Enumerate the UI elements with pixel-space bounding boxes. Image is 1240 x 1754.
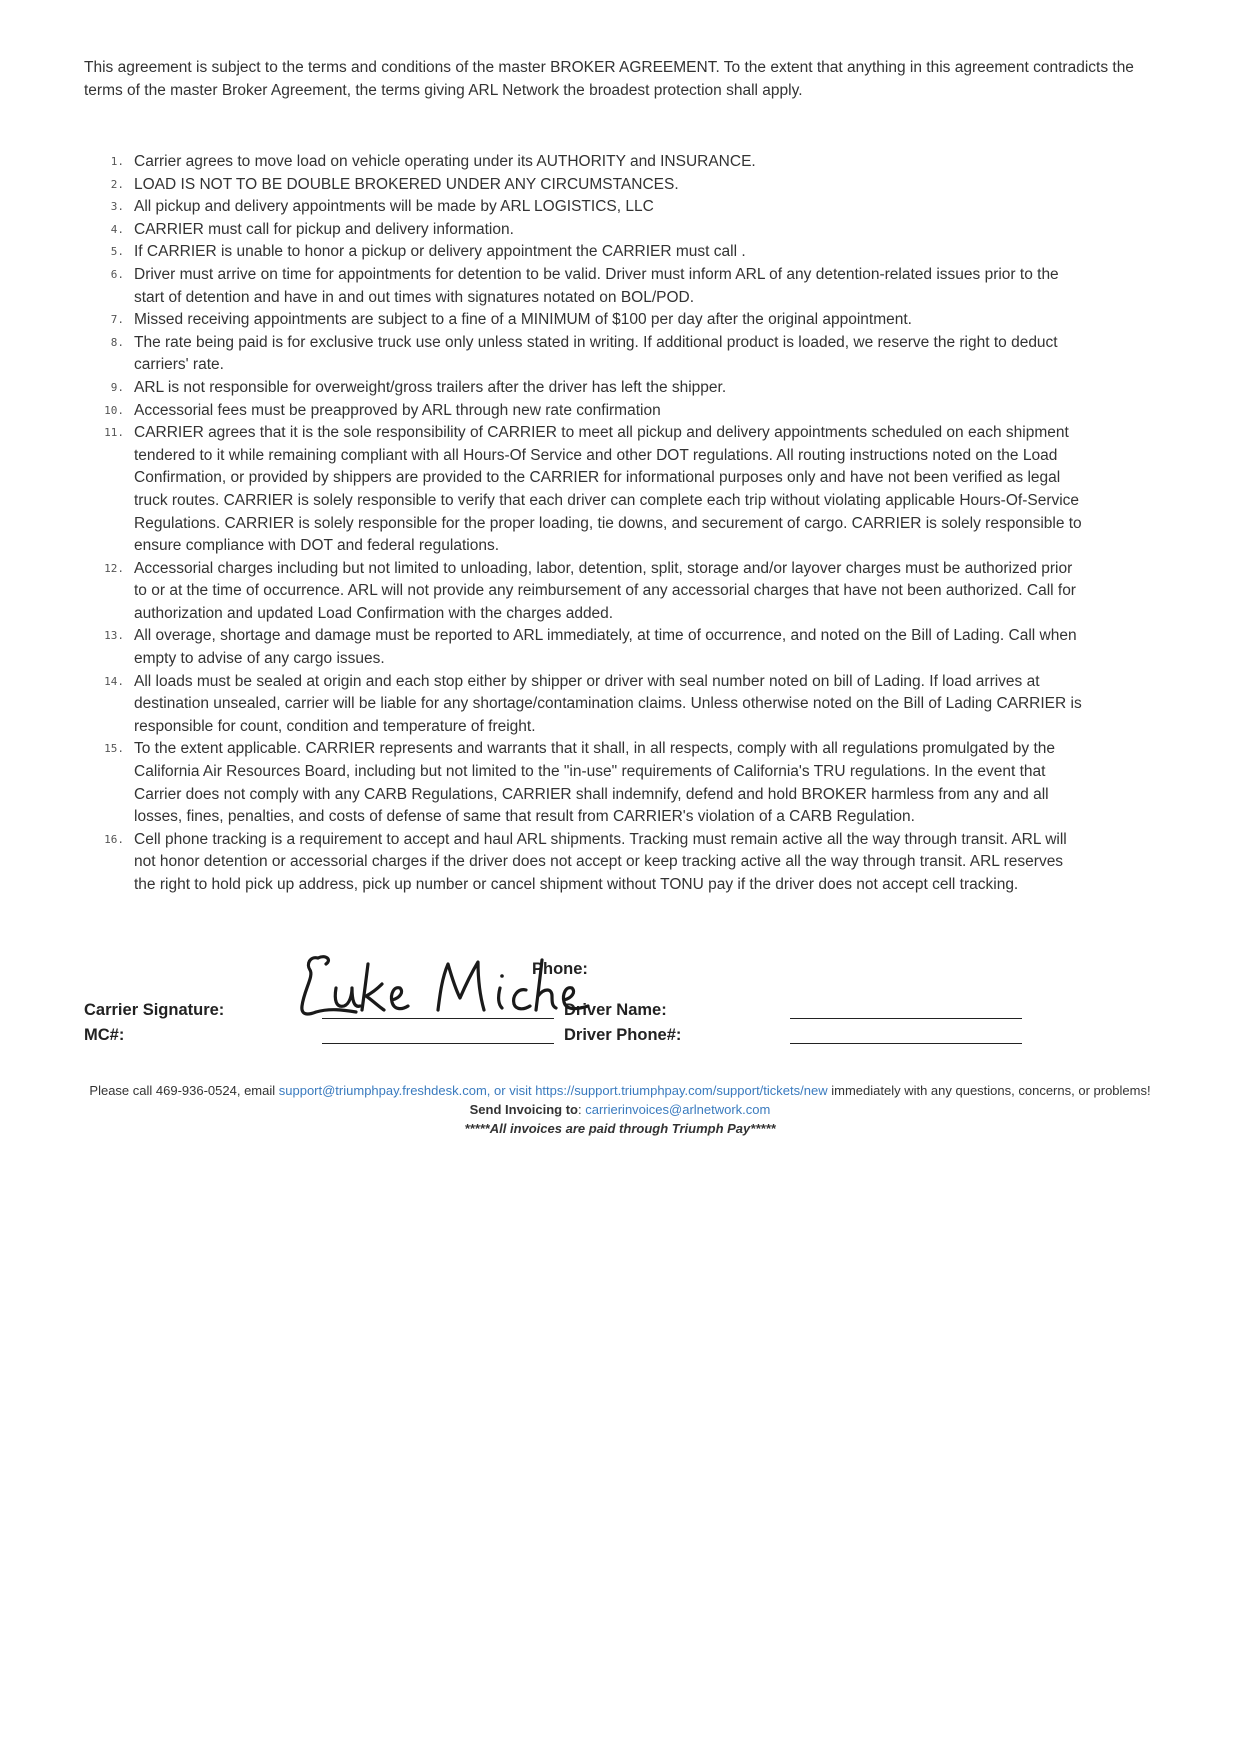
term-number: 10.	[104, 403, 124, 417]
triumph-pay-note: *****All invoices are paid through Triumph Pay*****	[464, 1121, 776, 1136]
terms-list	[84, 151, 1084, 897]
term-item	[84, 151, 1084, 174]
driver-name-line	[790, 1018, 1022, 1019]
term-text: CARRIER agrees that it is the sole responsibility of CARRIER to meet all pickup and delivery appointments scheduled on each shipment tendered to it while remaining compliant with all Hours-Of Service and other DOT regulations. All routing instructions noted on the Load Confirmation, or provided by shippers are provided to the CARRIER for informational purposes only and have not been verified as legal truck routes. CARRIER is solely responsible to verify that each driver can complete each trip without violating applicable Hours-Of-Service Regulations. CARRIER is solely responsible for the proper loading, tie downs, and securement of cargo. CARRIER is solely responsible to ensure compliance with DOT and federal regulations.	[134, 424, 1082, 555]
handwritten-signature	[296, 950, 596, 1030]
term-number: 4.	[110, 222, 124, 236]
term-text: All loads must be sealed at origin and each stop either by shipper or driver with seal number noted on bill of Lading. If load arrives at destination unsealed, carrier will be liable for any shortage/contamination claims. Unless otherwise noted on the Bill of Lading CARRIER is responsible for count, condition and temperature of freight.	[134, 672, 1082, 735]
carrier-signature-label: Carrier Signature:	[84, 1001, 225, 1019]
term-item	[84, 829, 1084, 897]
invoicing-email-link[interactable]: carrierinvoices@arlnetwork.com	[585, 1102, 771, 1117]
support-email-link[interactable]: support@triumphpay.freshdesk.com, or visit	[278, 1083, 536, 1098]
mc-label: MC#:	[84, 1026, 125, 1044]
term-item	[84, 264, 1084, 309]
driver-phone-line	[790, 1043, 1022, 1044]
term-text: Accessorial fees must be preapproved by ARL through new rate confirmation	[134, 401, 661, 419]
term-text: The rate being paid is for exclusive truck use only unless stated in writing. If additional product is loaded, we reserve the right to deduct carriers' rate.	[134, 333, 1058, 374]
term-text: Carrier agrees to move load on vehicle operating under its AUTHORITY and INSURANCE.	[134, 153, 756, 170]
term-number: 12.	[104, 561, 124, 575]
invoicing-colon: :	[577, 1102, 586, 1117]
term-item	[84, 309, 1084, 332]
term-item	[84, 625, 1084, 670]
support-after-text: immediately with any questions, concerns, or problems!	[827, 1083, 1151, 1098]
term-item	[84, 400, 1084, 423]
phone-label: Phone:	[532, 960, 588, 978]
term-number: 9.	[110, 380, 124, 394]
invoicing-label: Send Invoicing to	[469, 1102, 578, 1117]
term-text: All pickup and delivery appointments will be made by ARL LOGISTICS, LLC	[134, 198, 654, 216]
term-number: 7.	[110, 313, 124, 327]
term-item	[84, 738, 1084, 828]
term-number: 2.	[110, 177, 124, 191]
support-line	[84, 1081, 1156, 1100]
term-number: 6.	[110, 267, 124, 281]
term-text: ARL is not responsible for overweight/gross trailers after the driver has left the shipper.	[134, 378, 727, 396]
term-number: 14.	[104, 674, 124, 688]
term-text: LOAD IS NOT TO BE DOUBLE BROKERED UNDER ANY CIRCUMSTANCES.	[134, 175, 679, 193]
term-number: 16.	[104, 832, 124, 846]
term-item	[84, 219, 1084, 242]
term-item	[84, 422, 1084, 558]
term-item	[84, 241, 1084, 264]
footer	[84, 1081, 1156, 1138]
term-number: 8.	[110, 335, 124, 349]
term-text: If CARRIER is unable to honor a pickup or delivery appointment the CARRIER must call .	[134, 243, 746, 261]
term-item	[84, 377, 1084, 400]
term-text: Missed receiving appointments are subject to a fine of a MINIMUM of $100 per day after the original appointment.	[134, 311, 912, 329]
term-item	[84, 558, 1084, 626]
term-number: 13.	[104, 629, 124, 643]
term-item	[84, 671, 1084, 739]
term-item	[84, 174, 1084, 197]
term-item	[84, 196, 1084, 219]
term-number: 15.	[104, 742, 124, 756]
term-number: 5.	[110, 245, 124, 259]
term-text: Cell phone tracking is a requirement to accept and haul ARL shipments. Tracking must remain active all the way through transit. ARL will not honor detention or accessorial charges if the driver does not accept or keep tracking active all the way through transit. ARL reserves the right to hold pick up address, pick up number or cancel shipment without TONU pay if the driver does not accept cell tracking.	[134, 830, 1067, 893]
term-number: 11.	[104, 426, 124, 440]
intro-paragraph: This agreement is subject to the terms and conditions of the master BROKER AGREEMENT. To the extent that anything in this agreement contradicts the terms of the master Broker Agreement, the terms giving ARL Network the broadest protection shall apply.	[84, 59, 1134, 99]
term-text: Accessorial charges including but not limited to unloading, labor, detention, split, storage and/or layover charges must be authorized prior to or at the time of occurrence. ARL will not provide any reimbursement of any accessorial charges that have not been authorized. Call for authorization and updated Load Confirmation with the charges added.	[134, 559, 1076, 622]
term-text: To the extent applicable. CARRIER represents and warrants that it shall, in all respects, comply with all regulations promulgated by the California Air Resources Board, including but not limited to the "in-use" requirements of California's TRU regulations. In the event that Carrier does not comply with any CARB Regulations, CARRIER shall indemnify, defend and hold BROKER harmless from any and all losses, fines, penalties, and costs of defense of same that result from CARRIER's violation of a CARB Regulation.	[134, 740, 1055, 826]
support-url-link[interactable]: https://support.triumphpay.com/support/tickets/new	[535, 1083, 828, 1098]
driver-name-label: Driver Name:	[564, 1001, 667, 1019]
term-number: 1.	[110, 155, 124, 168]
invoicing-line	[84, 1100, 1156, 1119]
term-text: CARRIER must call for pickup and delivery information.	[134, 220, 514, 238]
term-number: 3.	[110, 200, 124, 214]
mc-line	[322, 1043, 554, 1044]
term-text: Driver must arrive on time for appointments for detention to be valid. Driver must inform ARL of any detention-related issues prior to the start of detention and have in and out times with signatures notated on BOL/POD.	[134, 265, 1059, 306]
term-text: All overage, shortage and damage must be reported to ARL immediately, at time of occurrence, and noted on the Bill of Lading. Call when empty to advise of any cargo issues.	[134, 627, 1077, 668]
term-item	[84, 332, 1084, 377]
driver-phone-label: Driver Phone#:	[564, 1026, 682, 1044]
call-text: Please call 469-936-0524, email	[89, 1083, 279, 1098]
